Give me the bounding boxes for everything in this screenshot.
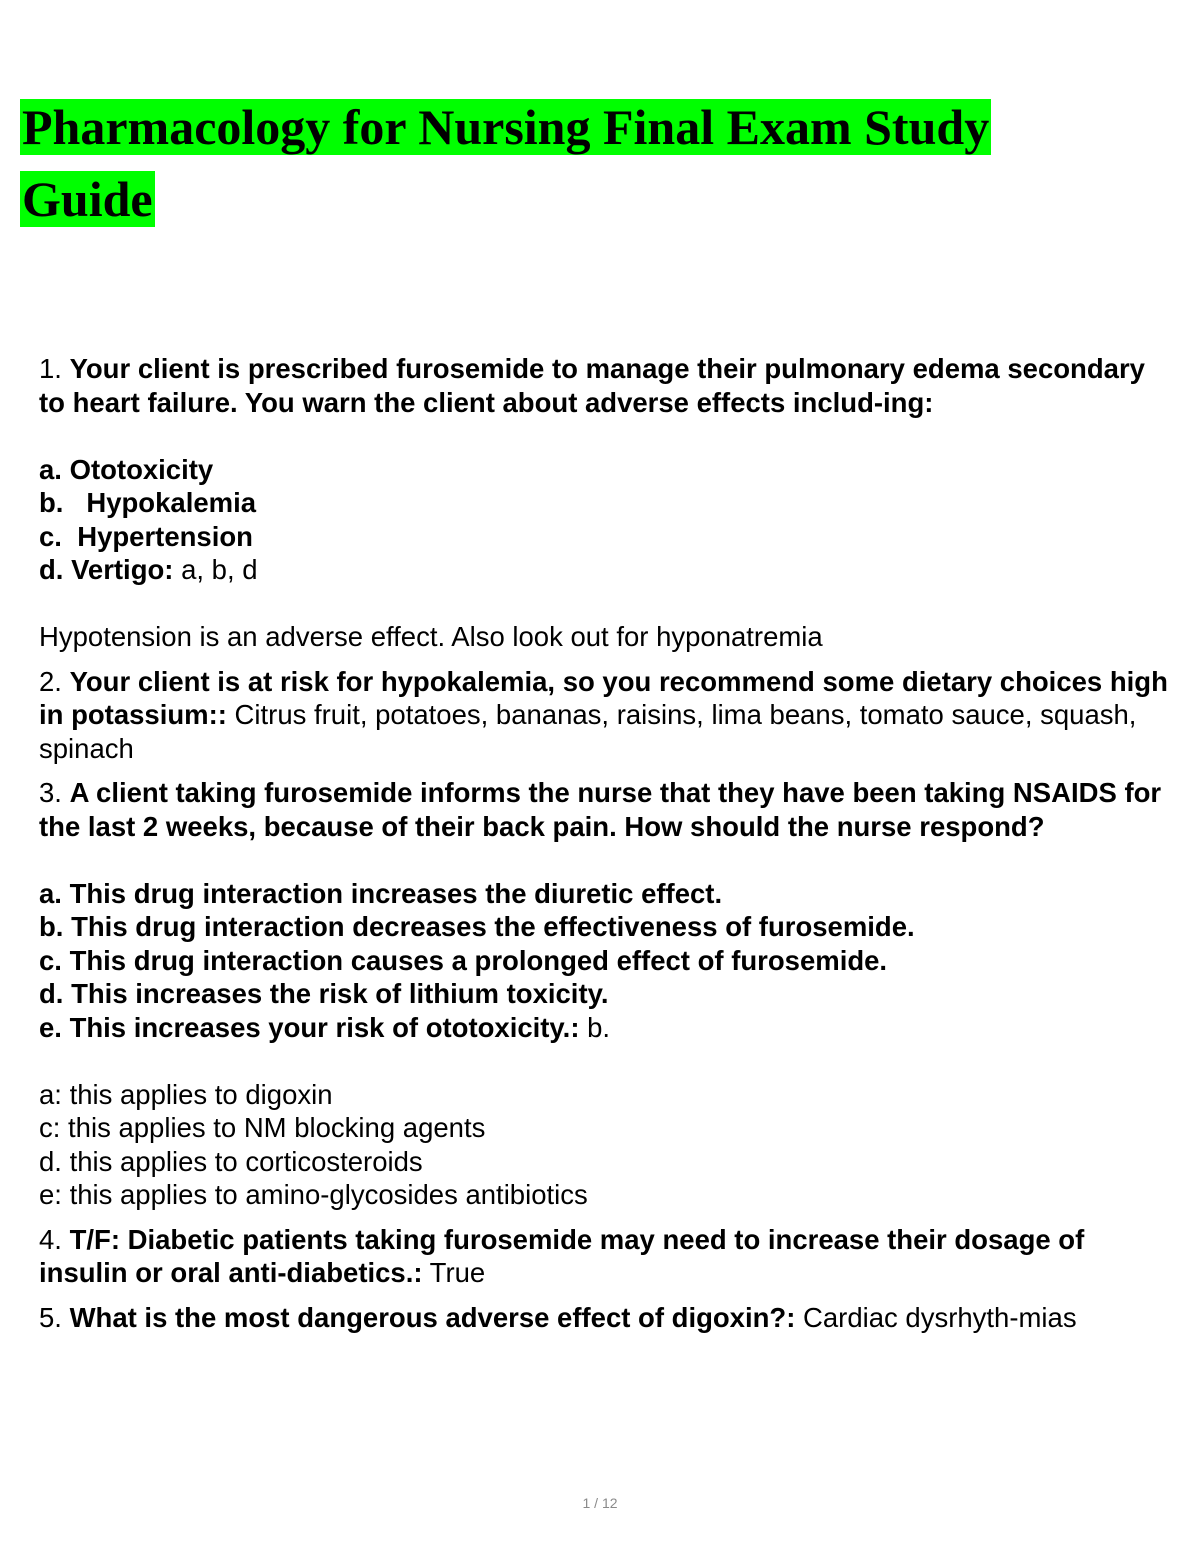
- question-3-option-a: a. This drug interaction increases the diuretic effect.: [39, 877, 723, 909]
- question-3-explanation-d: d. this applies to corticosteroids: [39, 1145, 423, 1177]
- question-1-option-b: b. Hypokalemia: [39, 487, 257, 518]
- question-2-answer: Citrus fruit, potatoes, bananas, raisins, lima beans, tomato sauce, squash, spinach: [39, 699, 1137, 764]
- question-4-answer: True: [422, 1257, 486, 1288]
- question-3: [39, 776, 1169, 1212]
- question-1: [39, 352, 1169, 654]
- question-1-option-c: c. Hypertension: [39, 520, 253, 552]
- question-1-explanation: Hypotension is an adverse effect. Also look out for hyponatremia: [39, 621, 823, 652]
- question-3-answer: b.: [579, 1011, 611, 1043]
- question-2: [39, 665, 1169, 766]
- question-3-option-d: d. This increases the risk of lithium toxicity.: [39, 978, 609, 1009]
- document-title: Pharmacology for Nursing Final Exam Study Guide: [22, 99, 990, 227]
- question-3-explanation-a: a: this applies to digoxin: [39, 1078, 333, 1110]
- question-1-option-d: d. Vertigo: a, b, d: [39, 554, 258, 585]
- question-4: [39, 1223, 1169, 1290]
- question-3-explanation-c: c: this applies to NM blocking agents: [39, 1112, 486, 1143]
- question-5: [39, 1301, 1169, 1335]
- question-3-explanation-e: e: this applies to amino-glycosides antibiotics: [39, 1179, 588, 1210]
- page-number: 1 / 12: [582, 1495, 618, 1511]
- question-1-option-a: a. Ototoxicity: [39, 453, 214, 485]
- question-3-option-e: e. This increases your risk of ototoxicity.: b.: [39, 1011, 611, 1043]
- question-5-text: 5. What is the most dangerous adverse effect of digoxin?: Cardiac dysrhyth-mias: [39, 1301, 1077, 1333]
- question-3-text: 3. A client taking furosemide informs the nurse that they have been taking NSAIDS for the last 2 weeks, because of their back pain. How should the nurse respond?: [39, 777, 1162, 842]
- question-4-text: 4. T/F: Diabetic patients taking furosemide may need to increase their dosage of insulin or oral anti-diabetics.: True: [39, 1223, 1085, 1288]
- question-2-text: 2. Your client is at risk for hypokalemia, so you recommend some dietary choices high in potassium:: Citrus fruit, potatoes, bananas, raisins, lima beans, tomato sauce, squash, spinach: [39, 665, 1168, 764]
- question-3-option-b: b. This drug interaction decreases the effectiveness of furosemide.: [39, 911, 915, 942]
- title-block: [20, 91, 1130, 235]
- question-1-text: 1. Your client is prescribed furosemide to manage their pulmonary edema secondary to heart failure. You warn the client about adverse effects includ-ing:: [39, 353, 1145, 418]
- question-1-answer: a, b, d: [173, 554, 258, 585]
- document-body: [39, 352, 1169, 1334]
- question-3-option-c: c. This drug interaction causes a prolonged effect of furosemide.: [39, 944, 888, 976]
- question-5-answer: Cardiac dysrhyth-mias: [795, 1301, 1077, 1333]
